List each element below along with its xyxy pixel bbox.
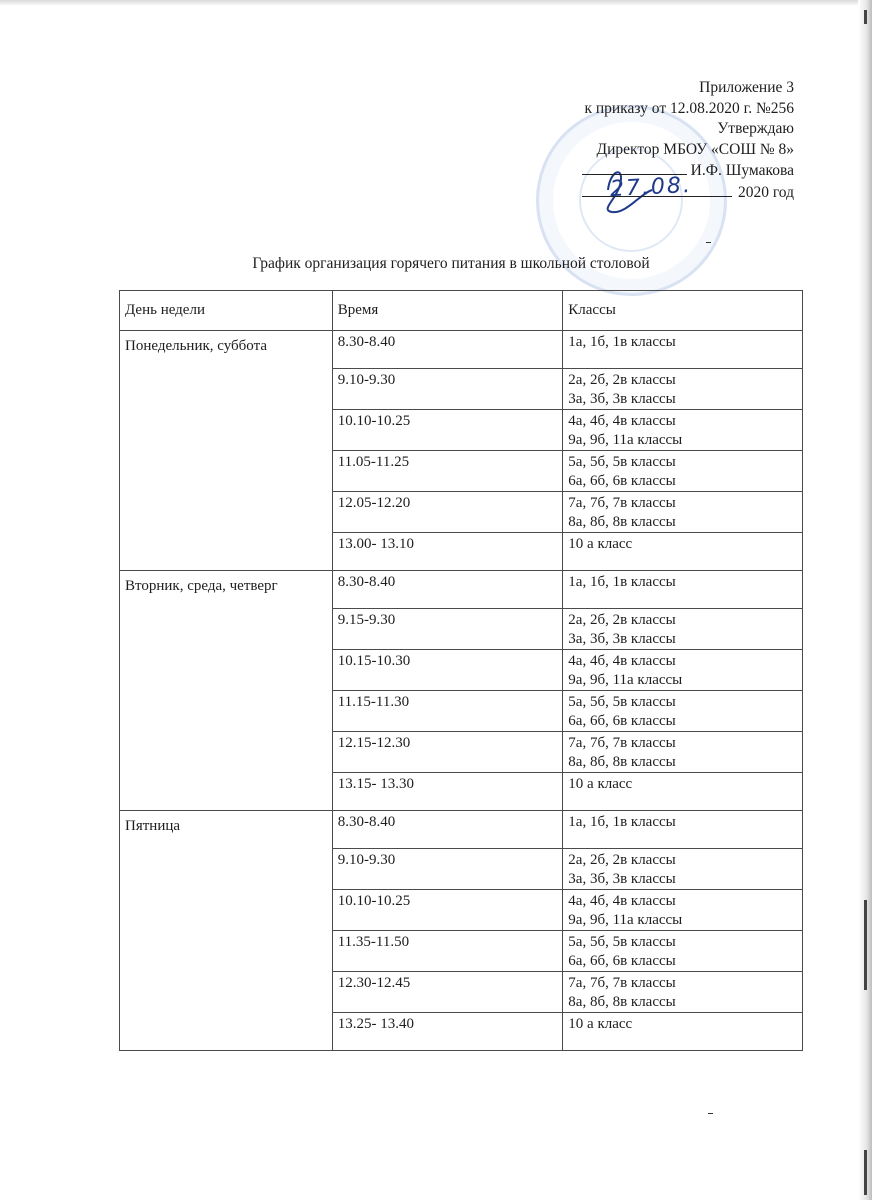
time-cell: 12.30-12.45 — [332, 972, 563, 1013]
classes-cell — [563, 451, 803, 492]
class-list-line: 3а, 3б, 3в классы — [568, 631, 676, 647]
day-cell: Понедельник, суббота — [120, 331, 333, 571]
class-list-line: 4а, 4б, 4в классы — [568, 653, 676, 669]
director-title: Директор МБОУ «СОШ № 8» — [596, 140, 794, 158]
column-header-classes: Классы — [563, 291, 803, 331]
class-list-line: 4а, 4б, 4в классы — [568, 893, 676, 909]
classes-cell — [563, 369, 803, 410]
class-list-line: 8а, 8б, 8в классы — [568, 754, 676, 770]
class-list-line: 9а, 9б, 11а классы — [568, 912, 683, 928]
class-list-line: 9а, 9б, 11а классы — [568, 432, 683, 448]
table-row — [120, 811, 803, 849]
time-cell: 13.25- 13.40 — [332, 1013, 563, 1051]
approve-label: Утверждаю — [717, 120, 794, 137]
day-cell: Пятница — [120, 811, 333, 1051]
scan-mark — [706, 242, 711, 243]
class-list-line: 1а, 1б, 1в классы — [568, 814, 676, 830]
class-list-line: 2а, 2б, 2в классы — [568, 612, 676, 628]
time-cell: 10.10-10.25 — [332, 410, 563, 451]
table-row — [120, 571, 803, 609]
approval-header — [582, 78, 794, 203]
class-list-line: 10 а класс — [568, 536, 633, 552]
class-list-line: 8а, 8б, 8в классы — [568, 514, 676, 530]
time-cell: 12.05-12.20 — [332, 492, 563, 533]
time-cell: 13.00- 13.10 — [332, 533, 563, 571]
column-header-day: День недели — [120, 291, 333, 331]
order-reference: к приказу от 12.08.2020 г. №256 — [584, 99, 794, 117]
class-list-line: 7а, 7б, 7в классы — [568, 975, 676, 991]
time-cell: 11.05-11.25 — [332, 451, 563, 492]
day-cell: Вторник, среда, четверг — [120, 571, 333, 811]
classes-cell — [563, 609, 803, 650]
classes-cell — [563, 890, 803, 931]
class-list-line: 4а, 4б, 4в классы — [568, 413, 676, 429]
classes-cell — [563, 410, 803, 451]
classes-cell — [563, 1013, 803, 1051]
class-list-line: 6а, 6б, 6в классы — [568, 473, 676, 489]
class-list-line: 7а, 7б, 7в классы — [568, 495, 676, 511]
document-title: График организация горячего питания в школьной столовой — [252, 255, 650, 272]
classes-cell — [563, 691, 803, 732]
table-header-row — [120, 291, 803, 331]
time-cell: 10.15-10.30 — [332, 650, 563, 691]
scan-top-edge — [0, 0, 872, 6]
class-list-line: 2а, 2б, 2в классы — [568, 372, 676, 388]
classes-cell — [563, 773, 803, 811]
classes-cell — [563, 533, 803, 571]
classes-cell — [563, 732, 803, 773]
class-list-line: 3а, 3б, 3в классы — [568, 391, 676, 407]
class-list-line: 3а, 3б, 3в классы — [568, 871, 676, 887]
time-cell: 8.30-8.40 — [332, 571, 563, 609]
table-row — [120, 331, 803, 369]
approval-year: 2020 год — [737, 183, 794, 201]
handwritten-date: 27.08. — [609, 172, 693, 203]
class-list-line: 7а, 7б, 7в классы — [568, 735, 676, 751]
time-cell: 10.10-10.25 — [332, 890, 563, 931]
time-cell: 12.15-12.30 — [332, 732, 563, 773]
class-list-line: 1а, 1б, 1в классы — [568, 574, 676, 590]
classes-cell — [563, 492, 803, 533]
time-cell: 8.30-8.40 — [332, 811, 563, 849]
approval-date-line — [582, 172, 794, 204]
time-cell: 13.15- 13.30 — [332, 773, 563, 811]
class-list-line: 1а, 1б, 1в классы — [568, 334, 676, 350]
classes-cell — [563, 650, 803, 691]
time-cell: 9.15-9.30 — [332, 609, 563, 650]
class-list-line: 6а, 6б, 6в классы — [568, 953, 676, 969]
classes-cell — [563, 849, 803, 890]
classes-cell — [563, 972, 803, 1013]
classes-cell — [563, 811, 803, 849]
classes-cell — [563, 931, 803, 972]
class-list-line: 8а, 8б, 8в классы — [568, 994, 676, 1010]
class-list-line: 10 а класс — [568, 1016, 633, 1032]
time-cell: 9.10-9.30 — [332, 369, 563, 410]
class-list-line: 9а, 9б, 11а классы — [568, 672, 683, 688]
class-list-line: 10 а класс — [568, 776, 633, 792]
time-cell: 8.30-8.40 — [332, 331, 563, 369]
class-list-line: 5а, 5б, 5в классы — [568, 694, 676, 710]
scan-mark — [708, 1113, 713, 1114]
column-header-time: Время — [332, 291, 563, 331]
meal-schedule-table — [119, 290, 803, 1051]
class-list-line: 5а, 5б, 5в классы — [568, 934, 676, 950]
class-list-line: 5а, 5б, 5в классы — [568, 454, 676, 470]
classes-cell — [563, 571, 803, 609]
scan-right-edge — [858, 0, 872, 1200]
time-cell: 11.15-11.30 — [332, 691, 563, 732]
class-list-line: 2а, 2б, 2в классы — [568, 852, 676, 868]
time-cell: 9.10-9.30 — [332, 849, 563, 890]
classes-cell — [563, 331, 803, 369]
class-list-line: 6а, 6б, 6в классы — [568, 713, 676, 729]
appendix-label: Приложение 3 — [699, 79, 794, 96]
time-cell: 11.35-11.50 — [332, 931, 563, 972]
director-name: И.Ф. Шумакова — [690, 162, 794, 179]
